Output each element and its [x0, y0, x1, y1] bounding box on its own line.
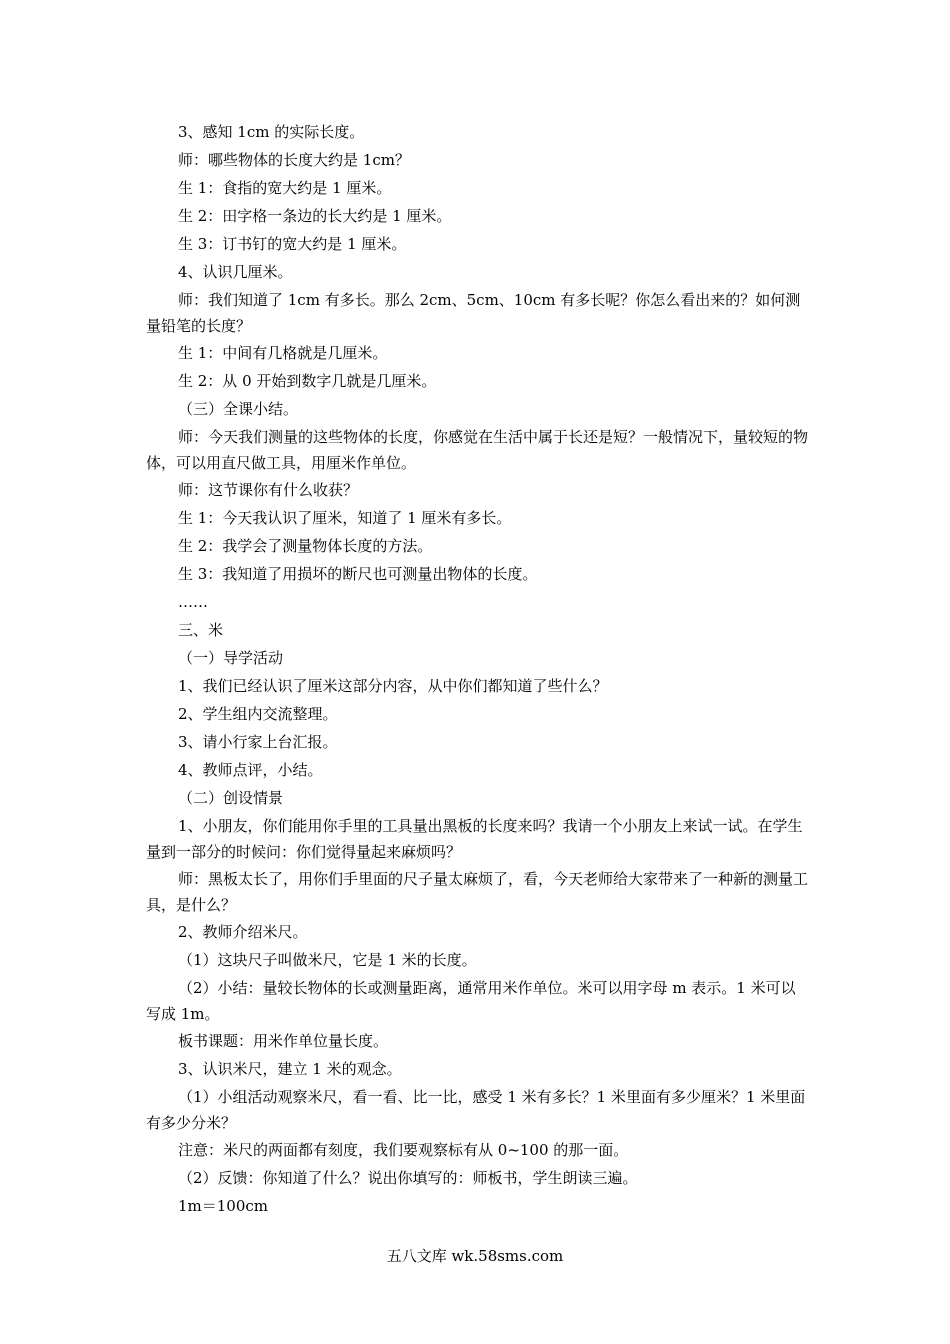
paragraph: 1、小朋友，你们能用你手里的工具量出黑板的长度来吗？我请一个小朋友上来试一试。在学生量到一部分的时候问：你们觉得量起来麻烦吗？: [146, 817, 803, 861]
paragraph: 生 2：田字格一条边的长大约是 1 厘米。: [178, 207, 452, 225]
section-heading: （一）导学活动: [178, 649, 284, 667]
paragraph: 生 2：我学会了测量物体长度的方法。: [178, 537, 433, 555]
paragraph: 师：今天我们测量的这些物体的长度，你感觉在生活中属于长还是短？一般情况下，量较短的物体，可以用直尺做工具，用厘米作单位。: [146, 428, 809, 472]
paragraph: 生 3：订书钉的宽大约是 1 厘米。: [178, 235, 407, 253]
paragraph: 生 1：食指的宽大约是 1 厘米。: [178, 179, 392, 197]
paragraph: 4、教师点评，小结。: [178, 761, 323, 779]
paragraph: 师：我们知道了 1cm 有多长。那么 2cm、5cm、10cm 有多长呢？你怎么看出来的？如何测量铅笔的长度？: [146, 291, 801, 335]
paragraph: 1、我们已经认识了厘米这部分内容，从中你们都知道了些什么？: [178, 677, 608, 695]
paragraph: （1）这块尺子叫做米尺，它是 1 米的长度。: [178, 951, 477, 969]
paragraph: 4、认识几厘米。: [178, 263, 293, 281]
paragraph: 师：这节课你有什么收获？: [178, 481, 359, 499]
paragraph: 3、请小行家上台汇报。: [178, 733, 338, 751]
paragraph: 板书课题：用米作单位量长度。: [178, 1032, 389, 1050]
paragraph: 生 1：今天我认识了厘米，知道了 1 厘米有多长。: [178, 509, 512, 527]
section-heading: （三）全课小结。: [178, 400, 299, 418]
paragraph: 2、教师介绍米尺。: [178, 923, 308, 941]
section-heading: 三、米: [178, 621, 224, 639]
paragraph: 3、认识米尺，建立 1 米的观念。: [178, 1060, 402, 1078]
paragraph: 生 3：我知道了用损坏的断尺也可测量出物体的长度。: [178, 565, 538, 583]
paragraph: 生 1：中间有几格就是几厘米。: [178, 344, 388, 362]
document-body: [146, 119, 810, 1221]
paragraph: （2）小结：量较长物体的长或测量距离，通常用米作单位。米可以用字母 m 表示。1 米可以写成 1m。: [146, 979, 796, 1023]
ellipsis: ……: [178, 593, 208, 611]
page-footer: 五八文库 wk.58sms.com: [386, 1247, 564, 1265]
paragraph: 师：黑板太长了，用你们手里面的尺子量太麻烦了，看，今天老师给大家带来了一种新的测量工具，是什么？: [146, 870, 809, 914]
paragraph: 生 2：从 0 开始到数字几就是几厘米。: [178, 372, 437, 390]
paragraph: 3、感知 1cm 的实际长度。: [178, 123, 365, 141]
formula: 1m＝100cm: [178, 1197, 269, 1215]
paragraph: （1）小组活动观察米尺，看一看、比一比，感受 1 米有多长？1 米里面有多少厘米？1 米里面有多少分米？: [146, 1088, 806, 1132]
paragraph: 注意：米尺的两面都有刻度，我们要观察标有从 0~100 的那一面。: [178, 1141, 629, 1159]
paragraph: 2、学生组内交流整理。: [178, 705, 338, 723]
paragraph: 师：哪些物体的长度大约是 1cm？: [178, 151, 410, 169]
section-heading: （二）创设情景: [178, 789, 284, 807]
paragraph: （2）反馈：你知道了什么？说出你填写的：师板书，学生朗读三遍。: [178, 1169, 638, 1187]
